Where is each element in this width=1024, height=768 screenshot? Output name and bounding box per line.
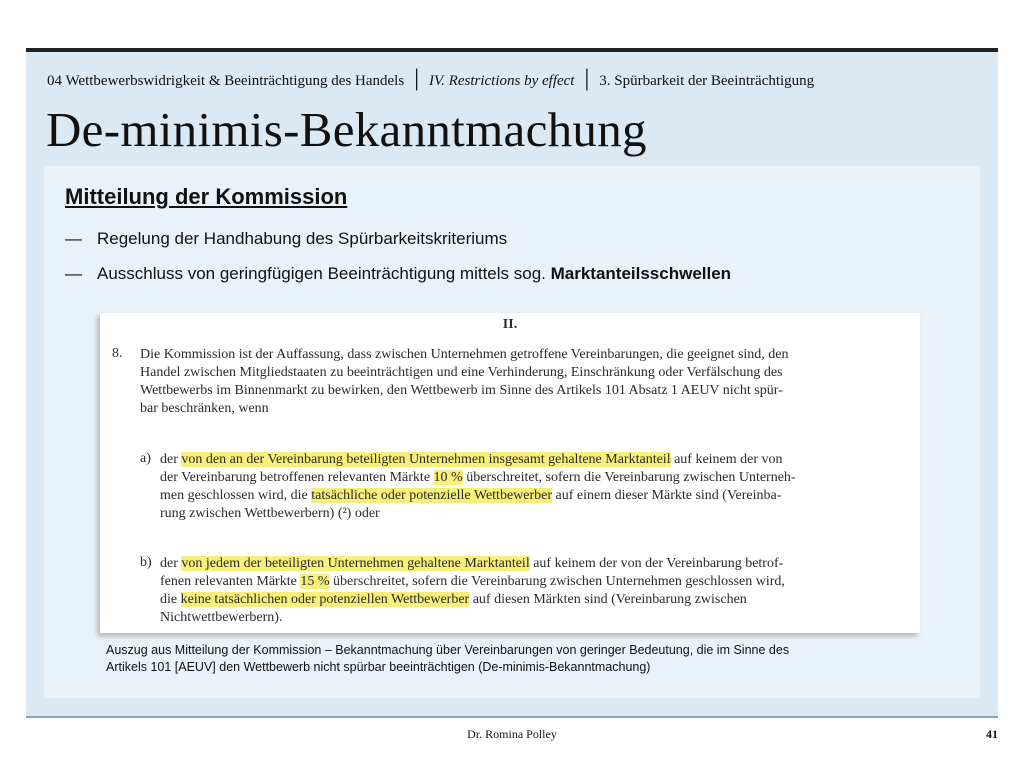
item-a-line: rung zwischen Wettbewerbern) (²) oder [160,506,380,521]
document-excerpt [100,313,920,633]
slide-title: De-minimis-Bekanntmachung [46,102,647,157]
item-b-line: die keine tatsächlichen oder potenziellen Wettbewerber auf diesen Märkten sind (Vereinbarung zwischen [160,592,747,607]
bullet-text: Ausschluss von geringfügigen Beeinträchtigung mittels sog. [97,264,551,283]
page-number: 41 [986,727,998,741]
paragraph-line: bar beschränken, wenn [140,401,269,416]
bullet-dash: — [65,229,82,248]
highlight: 15 % [300,574,330,589]
breadcrumb-chapter: 04 Wettbewerbswidrigkeit & Beeinträchtigung des Handels [47,73,405,89]
item-a-line: der Vereinbarung betroffenen relevanten Märkte 10 % überschreitet, sofern die Vereinbarung zwischen Unterneh- [160,470,796,485]
bullet-item [65,264,731,284]
paragraph-line: Wettbewerbs im Binnenmarkt zu bewirken, den Wettbewerb im Sinne des Artikels 101 Absatz 1 AEUV nicht spür- [140,383,783,398]
excerpt-caption [106,642,926,676]
breadcrumb-section: IV. Restrictions by effect [428,73,575,89]
highlight: keine tatsächlichen oder potenziellen Wettbewerber [180,592,470,607]
item-label-a: a) [140,451,151,466]
breadcrumb-separator: │ [410,69,423,89]
bullet-item [65,229,507,249]
caption-line: Auszug aus Mitteilung der Kommission – Bekanntmachung über Vereinbarungen von geringer Bedeutung, die im Sinne des [106,643,790,657]
breadcrumb-subsection: 3. Spürbarkeit der Beeinträchtigung [599,73,815,89]
breadcrumb [47,69,815,90]
item-b-line: fenen relevanten Märkte 15 % überschreitet, sofern die Vereinbarung zwischen Unternehmen geschlossen wird, [160,574,785,589]
breadcrumb-separator: │ [580,69,594,89]
paragraph-line: Handel zwischen Mitgliedstaaten zu beeinträchtigen und eine Verhinderung, Einschränkung oder Verfälschung des [140,365,783,380]
paragraph-number: 8. [112,346,123,361]
highlight: 10 % [433,470,463,485]
bottom-rule [26,716,998,718]
content-heading: Mitteilung der Kommission [65,184,348,209]
highlight: tatsächliche oder potenzielle Wettbewerber [311,488,553,503]
highlight: von den an der Vereinbarung beteiligten Unternehmen insgesamt gehaltene Marktanteil [181,452,671,467]
highlight: von jedem der beteiligten Unternehmen gehaltene Marktanteil [181,556,530,571]
footer-author: Dr. Romina Polley [467,727,557,741]
bullet-emphasis: Marktanteilsschwellen [550,264,732,283]
paragraph-line: Die Kommission ist der Auffassung, dass zwischen Unternehmen getroffene Vereinbarungen, die geeignet sind, den [140,347,789,362]
section-number: II. [502,317,518,332]
item-b-line: der von jedem der beteiligten Unternehmen gehaltene Marktanteil auf keinem der von der Vereinbarung betrof- [160,556,784,571]
item-label-b: b) [140,555,152,570]
bullet-text: Regelung der Handhabung des Spürbarkeitskriteriums [97,229,508,248]
caption-line: Artikels 101 [AEUV] den Wettbewerb nicht spürbar beeinträchtigen (De-minimis-Bekanntmachung) [106,660,651,674]
item-a-line: der von den an der Vereinbarung beteiligten Unternehmen insgesamt gehaltene Marktanteil auf keinem der von [160,452,783,467]
item-b-line: Nichtwettbewerbern). [160,610,283,625]
item-a-line: men geschlossen wird, die tatsächliche oder potenzielle Wettbewerber auf einem dieser Märkte sind (Vereinba- [160,488,782,503]
bullet-dash: — [65,264,82,283]
